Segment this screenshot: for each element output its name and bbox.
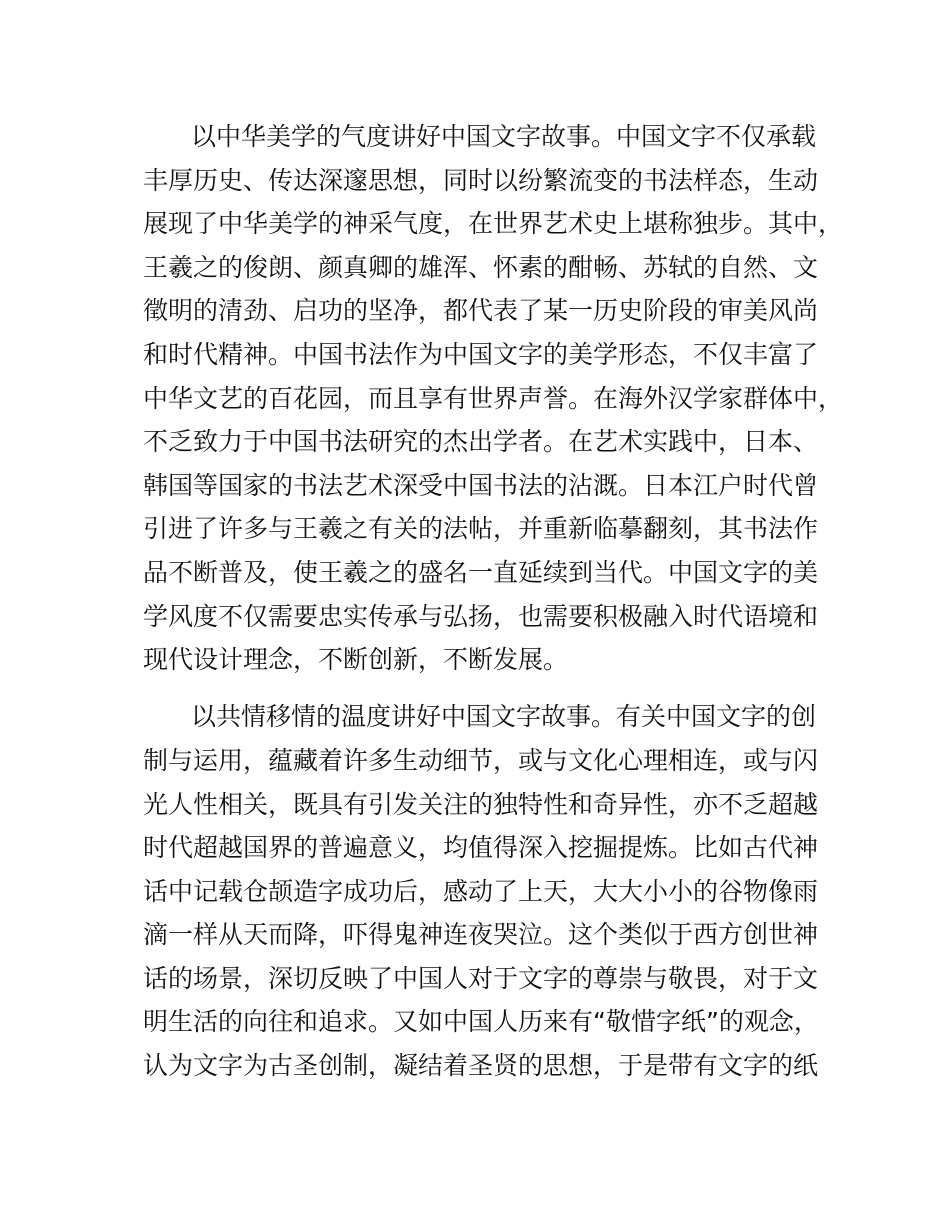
text-line: 以共情移情的温度讲好中国文字故事。有关中国文字的创 <box>191 702 817 732</box>
text-line: 话中记载仓颉造字成功后，感动了上天，大大小小的谷物像雨 <box>143 876 819 906</box>
text-line: 不乏致力于中国书法研究的杰出学者。在艺术实践中，日本、 <box>143 427 819 457</box>
text-line: 韩国等国家的书法艺术深受中国书法的沾溉。日本江户时代曾 <box>143 470 819 500</box>
text-line: 和时代精神。中国书法作为中国文字的美学形态，不仅丰富了 <box>143 339 819 369</box>
text-line: 认为文字为古圣创制，凝结着圣贤的思想，于是带有文字的纸 <box>143 1051 819 1081</box>
text-line: 引进了许多与王羲之有关的法帖，并重新临摹翻刻，其书法作 <box>143 514 819 544</box>
text-line: 光人性相关，既具有引发关注的独特性和奇异性，亦不乏超越 <box>143 789 819 819</box>
paragraph <box>143 115 843 682</box>
text-line: 制与运用，蕴藏着许多生动细节，或与文化心理相连，或与闪 <box>143 745 819 775</box>
text-line: 时代超越国界的普遍意义，均值得深入挖掘提炼。比如古代神 <box>143 833 819 863</box>
text-line: 丰厚历史、传达深邃思想，同时以纷繁流变的书法样态，生动 <box>143 165 819 195</box>
paragraph <box>143 695 843 1087</box>
text-line: 滴一样从天而降，吓得鬼神连夜哭泣。这个类似于西方创世神 <box>143 920 819 950</box>
text-line: 展现了中华美学的神采气度，在世界艺术史上堪称独步。其中， <box>143 209 844 239</box>
text-line: 徵明的清劲、启功的坚净，都代表了某一历史阶段的审美风尚 <box>143 296 819 326</box>
text-line: 中华文艺的百花园，而且享有世界声誉。在海外汉学家群体中， <box>143 383 844 413</box>
text-line: 以中华美学的气度讲好中国文字故事。中国文字不仅承载 <box>191 122 817 151</box>
text-line: 现代设计理念，不断创新，不断发展。 <box>143 645 569 675</box>
text-line: 学风度不仅需要忠实传承与弘扬，也需要积极融入时代语境和 <box>143 601 819 631</box>
document-page <box>143 115 843 1101</box>
text-line: 品不断普及，使王羲之的盛名一直延续到当代。中国文字的美 <box>143 557 819 587</box>
text-line: 王羲之的俊朗、颜真卿的雄浑、怀素的酣畅、苏轼的自然、文 <box>143 252 819 282</box>
text-line: 话的场景，深切反映了中国人对于文字的尊崇与敬畏，对于文 <box>143 963 819 993</box>
text-line: 明生活的向往和追求。又如中国人历来有“敬惜字纸”的观念， <box>143 1007 819 1037</box>
